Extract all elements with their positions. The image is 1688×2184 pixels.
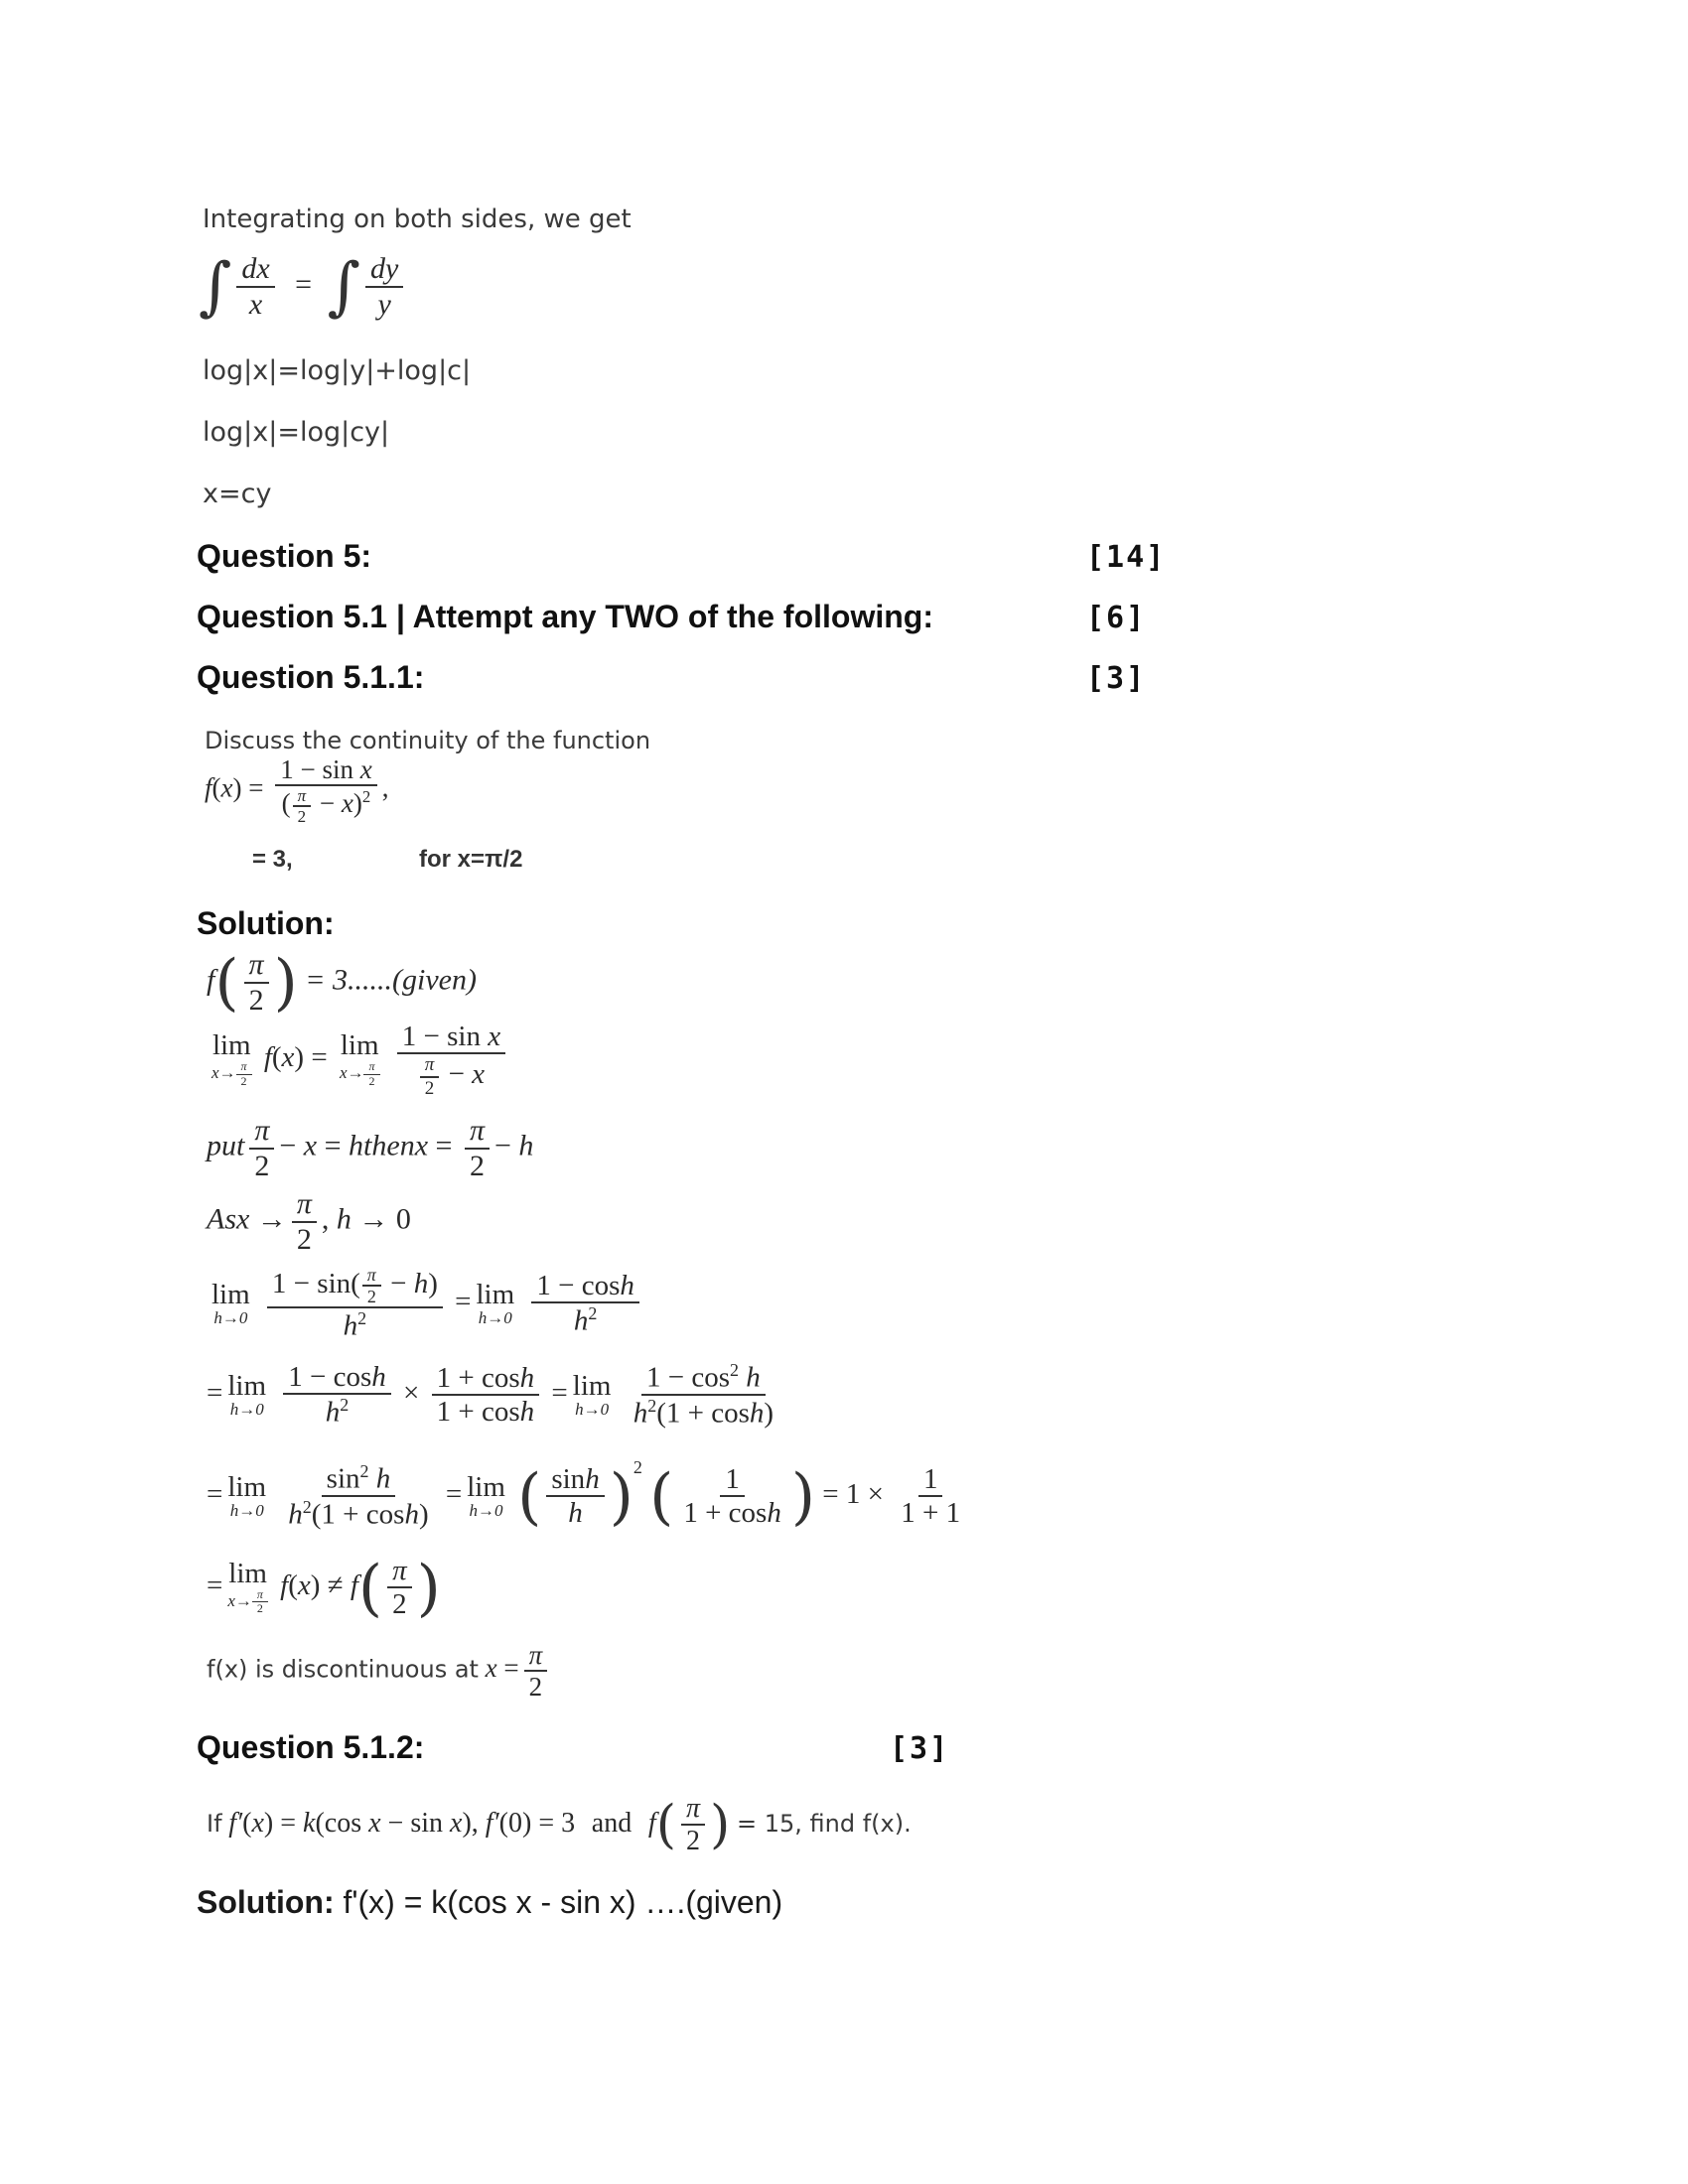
- log-line-2: log|x|=log|cy|: [203, 417, 390, 448]
- solution-step-conclusion: = lim x→ $\frac{\pi}{2}$ f(x) ≠ f( $\frac{\pi}{2}$ ): [207, 1551, 441, 1624]
- q512-find: = 15, find f(x).: [736, 1809, 912, 1838]
- question-5-1-2-marks: [3]: [890, 1731, 950, 1766]
- integral-equation: ∫ $\frac{dx}{x}$ = ∫ $\frac{dy}{y}$: [199, 250, 408, 324]
- q511-eq3: = 3,: [252, 846, 293, 873]
- solution-2-label: Solution:: [197, 1884, 335, 1920]
- question-5-1-marks: [6]: [1086, 601, 1147, 635]
- question-5-1-1-title: Question 5.1.1:: [197, 659, 425, 695]
- solution-step-multiply: = lim h→0 $\frac{1 - \cosh}{h^2}$ × $\frac{1 + \cosh}{1 + \cosh}$ = lim h→0 $\frac{1 - \cos^2 h}{h^2(1 + \cosh)}$: [207, 1360, 774, 1430]
- log-line-3: x=cy: [203, 478, 272, 509]
- solution-final-statement: f(x) is discontinuous at x = $\frac{\pi}{2}$: [207, 1640, 552, 1702]
- solution-label: Solution:: [197, 905, 335, 941]
- question-5-marks: [14]: [1086, 540, 1167, 575]
- discontinuous-text: f(x) is discontinuous at: [207, 1655, 479, 1684]
- q512-and: and: [591, 1807, 633, 1839]
- solution-step-limit: lim x→ $\frac{\pi}{2}$ f(x) = lim x→ $\frac{\pi}{2}$ 1 − sin x $\frac{\pi}{2}$ − x: [207, 1021, 510, 1099]
- q512-statement: If f′(x) = k(cos x − sin x), f′(0) = 3 and f( $\frac{\pi}{2}$ ) = 15, find f(x).: [207, 1793, 912, 1857]
- question-5-1-1-marks: [3]: [1086, 661, 1147, 696]
- q511-for: for x=π/2: [419, 846, 523, 873]
- intro-text: Integrating on both sides, we get: [203, 205, 632, 234]
- q511-prompt: Discuss the continuity of the function: [205, 727, 651, 754]
- solution-step-given: f( $\frac{\pi}{2}$ ) = 3......(given): [207, 945, 477, 1019]
- question-5-1-2-title: Question 5.1.2:: [197, 1729, 425, 1765]
- solution-step-sin: = lim h→0 $\frac{\sin^2 h}{h^2(1 + \cosh)}$ = lim h→0 ( $\frac{\sinh}{h}$ )$^2$ ( $\frac{1}{1 + \cosh}$ ) = 1 × $\frac{1}{1 + 1}$: [207, 1457, 961, 1533]
- log-line-1: log|x|=log|y|+log|c|: [203, 355, 472, 386]
- q512-if: If: [207, 1809, 222, 1838]
- solution-step-substitution: put $\frac{\pi}{2}$ − x = hthenx = $\frac{\pi}{2}$ − h: [207, 1114, 534, 1182]
- question-5-title: Question 5:: [197, 538, 372, 574]
- solution-2-text: f'(x) = k(cos x - sin x) ….(given): [334, 1884, 783, 1920]
- given-text: = 3......(given): [305, 963, 477, 997]
- function-definition: f(x) = 1 − sin x ( $\frac{\pi}{2}$ − x)$^2$ ,: [205, 754, 389, 827]
- question-5-1-title: Question 5.1 | Attempt any TWO of the following:: [197, 599, 933, 634]
- solution-step-limit-h: lim h→0 1 − sin( $\frac{\pi}{2}$ − h) $h^2$ = lim h→0 $\frac{1 - \cosh}{h^2}$: [207, 1265, 644, 1342]
- solution-2: [197, 1884, 782, 1921]
- solution-step-as: Asx → $\frac{\pi}{2}$ , h → 0: [207, 1187, 411, 1256]
